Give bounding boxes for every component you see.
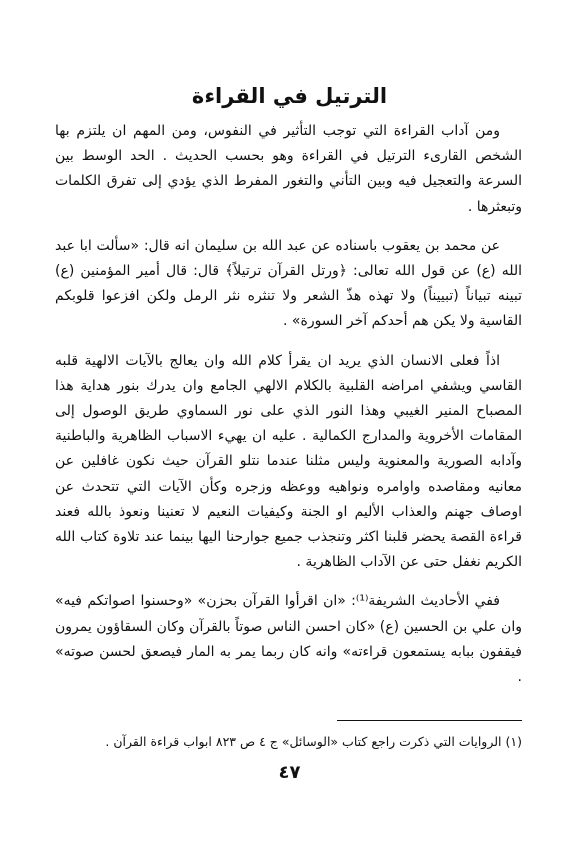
footnote: (١) الروايات التي ذكرت راجع كتاب «الوسائل» ج ٤ ص ٨٢٣ ابواب قراءة القرآن . <box>105 734 522 749</box>
page-number: ٤٧ <box>278 762 301 783</box>
paragraph-3: اذاً فعلى الانسان الذي يريد ان يقرأ كلام الله وان يعالج بالآيات الالهية قلبه القاسي ويشفي امراضه القلبية بالكلام الالهي الجامع وان يدرك بنور هداية هذا المصباح المنير الغيبي وهذا النور الذي على نور السماوي طريق الوصول إلى المقامات الأخروية والمدارج الكمالية . عليه ان يهيء الاسباب الظاهرية والباطنية وآدابه الصورية والمعنوية وليس مثلنا عندما نتلو القرآن حيث نكون غافلين عن معانيه ومقاصده واوامره ونواهيه ووعظه وزجره وكأن الآيات التي تتحدث عن اوصاف جهنم والعذاب الأليم او الجنة وكيفيات النعيم لا تعنينا ونعوذ بالله فعند قراءة القصة يحضر قلبنا اكثر وتنجذب جميع جوارحنا اليها بينما عند تلاوة كتاب الله الكريم نغفل حتى عن الآداب الظاهرية . <box>55 352 522 571</box>
body-text <box>55 119 522 690</box>
paragraph-1: ومن آداب القراءة التي توجب التأثير في النفوس، ومن المهم ان يلتزم بها الشخص القارىء الترتيل في القراءة وهو بحسب الحديث . الحد الوسط بين السرعة والتعجيل فيه وبين التأني والتغور المفرط الذي يؤدي إلى تفرق الكلمات وتبعثرها . <box>55 123 522 215</box>
paragraph-gap <box>55 220 522 234</box>
paragraph-4: ففي الأحاديث الشريفة⁽¹⁾: «ان اقرأوا القرآن بحزن» «وحسنوا اصواتكم فيه» وان علي بن الحسين (ع) «كان احسن الناس صوتاً بالقرآن وكان السقاؤون يمرون فيقفون ببابه يستمعون قراءته» وانه كان ربما يمر به المار فيصعق لحسن صوته» . <box>55 593 522 686</box>
page-title: الترتيل في القراءة <box>191 84 388 108</box>
paragraph-gap <box>55 575 522 589</box>
paragraph-gap <box>55 335 522 349</box>
paragraph-2: عن محمد بن يعقوب باسناده عن عبد الله بن سليمان انه قال: «سألت ابا عبد الله (ع) عن قول الله تعالى: ﴿ورتل القرآن ترتيلاً﴾ قال: قال أمير المؤمنين (ع) تبينه تبياناً (تبييناً) ولا تهذه هذّ الشعر ولا تنثره نثر الرمل ولكن افزعوا قلوبكم القاسية ولا يكن هم أحدكم آخر السورة» . <box>55 237 522 330</box>
footnote-divider <box>337 720 522 721</box>
